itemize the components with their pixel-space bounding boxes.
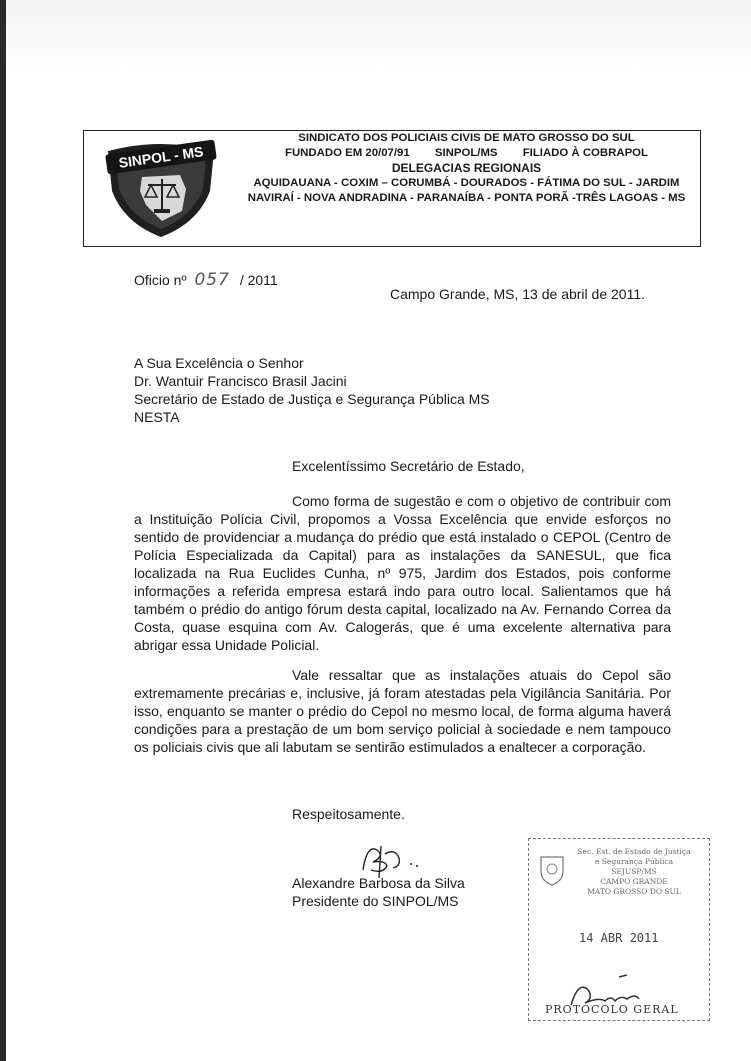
addressee-block [134, 354, 490, 426]
regions-line-2: NAVIRAÍ - NOVA ANDRADINA - PARANAÍBA - PONTA PORÃ -TRÊS LAGOAS - MS [247, 192, 686, 204]
signer-title: Presidente do SINPOL/MS [292, 893, 459, 909]
signer-block [292, 874, 465, 910]
scan-left-edge [0, 0, 6, 1061]
stamp-line: e Segurança Pública [594, 857, 674, 866]
addressee-line: A Sua Excelência o Senhor [134, 355, 304, 371]
closing: Respeitosamente. [292, 806, 405, 822]
protocol-stamp [528, 838, 710, 1021]
founded-date: FUNDADO EM 20/07/91 [285, 147, 410, 159]
addressee-line: Dr. Wantuir Francisco Brasil Jacini [134, 373, 347, 389]
logo-text: SINPOL - MS [117, 143, 205, 171]
oficio-suffix: / 2011 [239, 272, 278, 288]
regions-line-1: AQUIDAUANA - COXIM – CORUMBÁ - DOURADOS - FÁTIMA DO SUL - JARDIM [253, 177, 680, 189]
signer-name: Alexandre Barbosa da Silva [292, 875, 465, 891]
stamp-line: CAMPO GRANDE [600, 877, 668, 886]
salutation: Excelentíssimo Secretário de Estado, [292, 458, 525, 474]
addressee-line: Secretário de Estado de Justiça e Segurança Pública MS [134, 391, 490, 407]
letterhead-text [234, 131, 699, 206]
stamp-line: Sec. Est. de Estado de Justiça [577, 847, 691, 856]
letter-date: Campo Grande, MS, 13 de abril de 2011. [390, 286, 646, 302]
union-acronym: SINPOL/MS [434, 147, 498, 159]
stamp-header [561, 847, 707, 897]
stamp-date: 14 ABR 2011 [579, 931, 659, 945]
union-affiliation: FILIADO À COBRAPOL [522, 147, 648, 159]
oficio-number: 057 [194, 270, 230, 290]
stamp-line: SEJUSP/MS [611, 867, 657, 876]
sinpol-logo-icon [102, 139, 220, 239]
body-paragraph: Como forma de sugestão e com o objetivo de contribuir com a Instituição Polícia Civil, propomos a Vossa Excelência que envide esforços no sentido de providenciar a mudança do prédio que está instalado o CEPOL (Centro de Polícia Especializada da Capital) para as instalações da SANESUL, que fica localizada na Rua Euclides Cunha, nº 975, Jardim dos Estados, pois conforme informações a referida empresa estará indo para outro local. Salientamos que há também o prédio do antigo fórum desta capital, localizado na Av. Fernando Correa da Costa, quase esquina com Av. Calogerás, que é uma excelente alternativa para abrigar essa Unidade Policial. [134, 493, 671, 653]
union-name: SINDICATO DOS POLICIAIS CIVIS DE MATO GROSSO DO SUL [298, 132, 635, 144]
oficio-prefix: Oficio nº [134, 272, 187, 288]
body-paragraph: Vale ressaltar que as instalações atuais do Cepol são extremamente precárias e, inclusive, já foram atestadas pela Vigilância Sanitária. Por isso, enquanto se manter o prédio do Cepol no mesmo local, de forma alguma haverá condições para a prestação de um bom serviço policial à sociedade e nem tampouco os policiais civis que ali labutam se sentirão estimulados a enaltecer a corporação. [134, 667, 671, 755]
regional-offices-title: DELEGACIAS REGIONAIS [391, 161, 542, 175]
oficio-reference [134, 270, 278, 290]
stamp-line: MATO GROSSO DO SUL [587, 887, 681, 896]
scan-top-shade [6, 0, 751, 70]
letterhead [83, 130, 701, 247]
stamp-footer: PROTOCOLO GERAL [545, 1003, 679, 1016]
addressee-line: NESTA [134, 409, 180, 425]
union-info-line [234, 146, 699, 161]
